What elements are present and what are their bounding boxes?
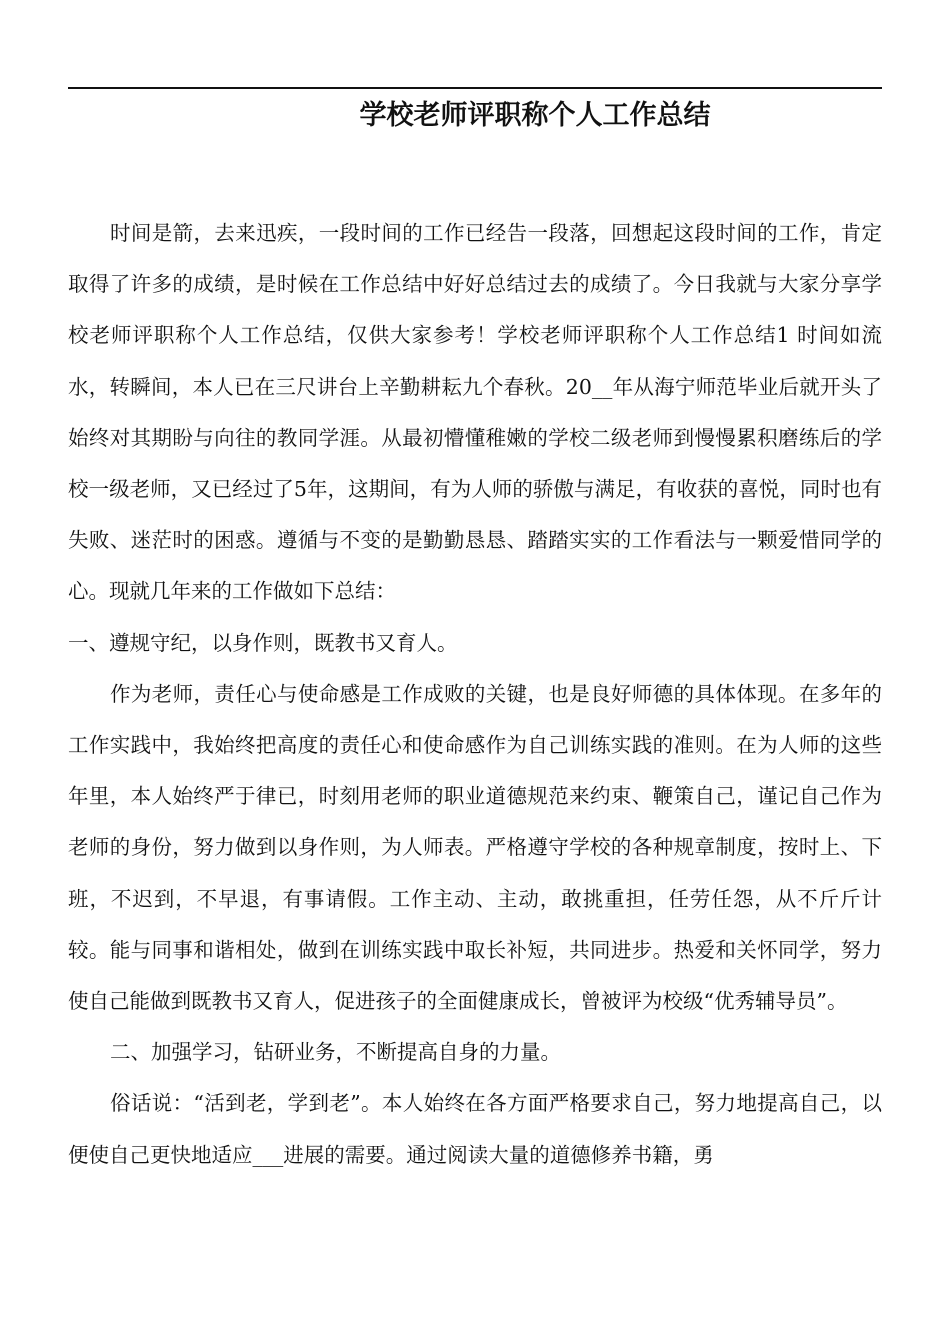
section-heading-1: 一、遵规守纪，以身作则，既教书又育人。: [68, 630, 458, 655]
paragraph-learning: 俗话说：“活到老，学到老”。本人始终在各方面严格要求自己，努力地提高自己，以便使自己更快地适应___进展的需要。通过阅读大量的道德修养书籍，勇: [68, 1091, 882, 1167]
paragraph-responsibility: 作为老师，责任心与使命感是工作成败的关键，也是良好师德的具体体现。在多年的工作实践中，我始终把高度的责任心和使命感作为自己训练实践的准则。在为人师的这些年里，本人始终严于律已，时刻用老师的职业道德规范来约束、鞭策自己，谨记自己作为老师的身份，努力做到以身作则，为人师表。严格遵守学校的各种规章制度，按时上、下班，不迟到，不早退，有事请假。工作主动、主动，敢挑重担，任劳任怨，从不斤斤计较。能与同事和谐相处，做到在训练实践中取长补短，共同进步。热爱和关怀同学，努力使自己能做到既教书又育人，促进孩子的全面健康成长，曾被评为校级“优秀辅导员”。: [68, 681, 882, 1014]
paragraph-intro: 时间是箭，去来迅疾，一段时间的工作已经告一段落，回想起这段时间的工作，肯定取得了许多的成绩，是时候在工作总结中好好总结过去的成绩了。今日我就与大家分享学校老师评职称个人工作总结，仅供大家参考！学校老师评职称个人工作总结1 时间如流水，转瞬间，本人已在三尺讲台上辛勤耕耘九个春秋。20__年从海宁师范毕业后就开头了始终对其期盼与向往的教同学涯。从最初懵懂稚嫩的学校二级老师到慢慢累积磨练后的学校一级老师，又已经过了5年，这期间，有为人师的骄傲与满足，有收获的喜悦，同时也有失败、迷茫时的困惑。遵循与不变的是勤勤恳恳、踏踏实实的工作看法与一颗爱惜同学的心。现就几年来的工作做如下总结：: [68, 221, 882, 604]
document-body: [68, 208, 882, 1181]
section-heading-2: 二、加强学习，钻研业务，不断提高自身的力量。: [110, 1040, 561, 1065]
header-rule: [68, 87, 882, 89]
document-title: 学校老师评职称个人工作总结: [359, 100, 711, 131]
